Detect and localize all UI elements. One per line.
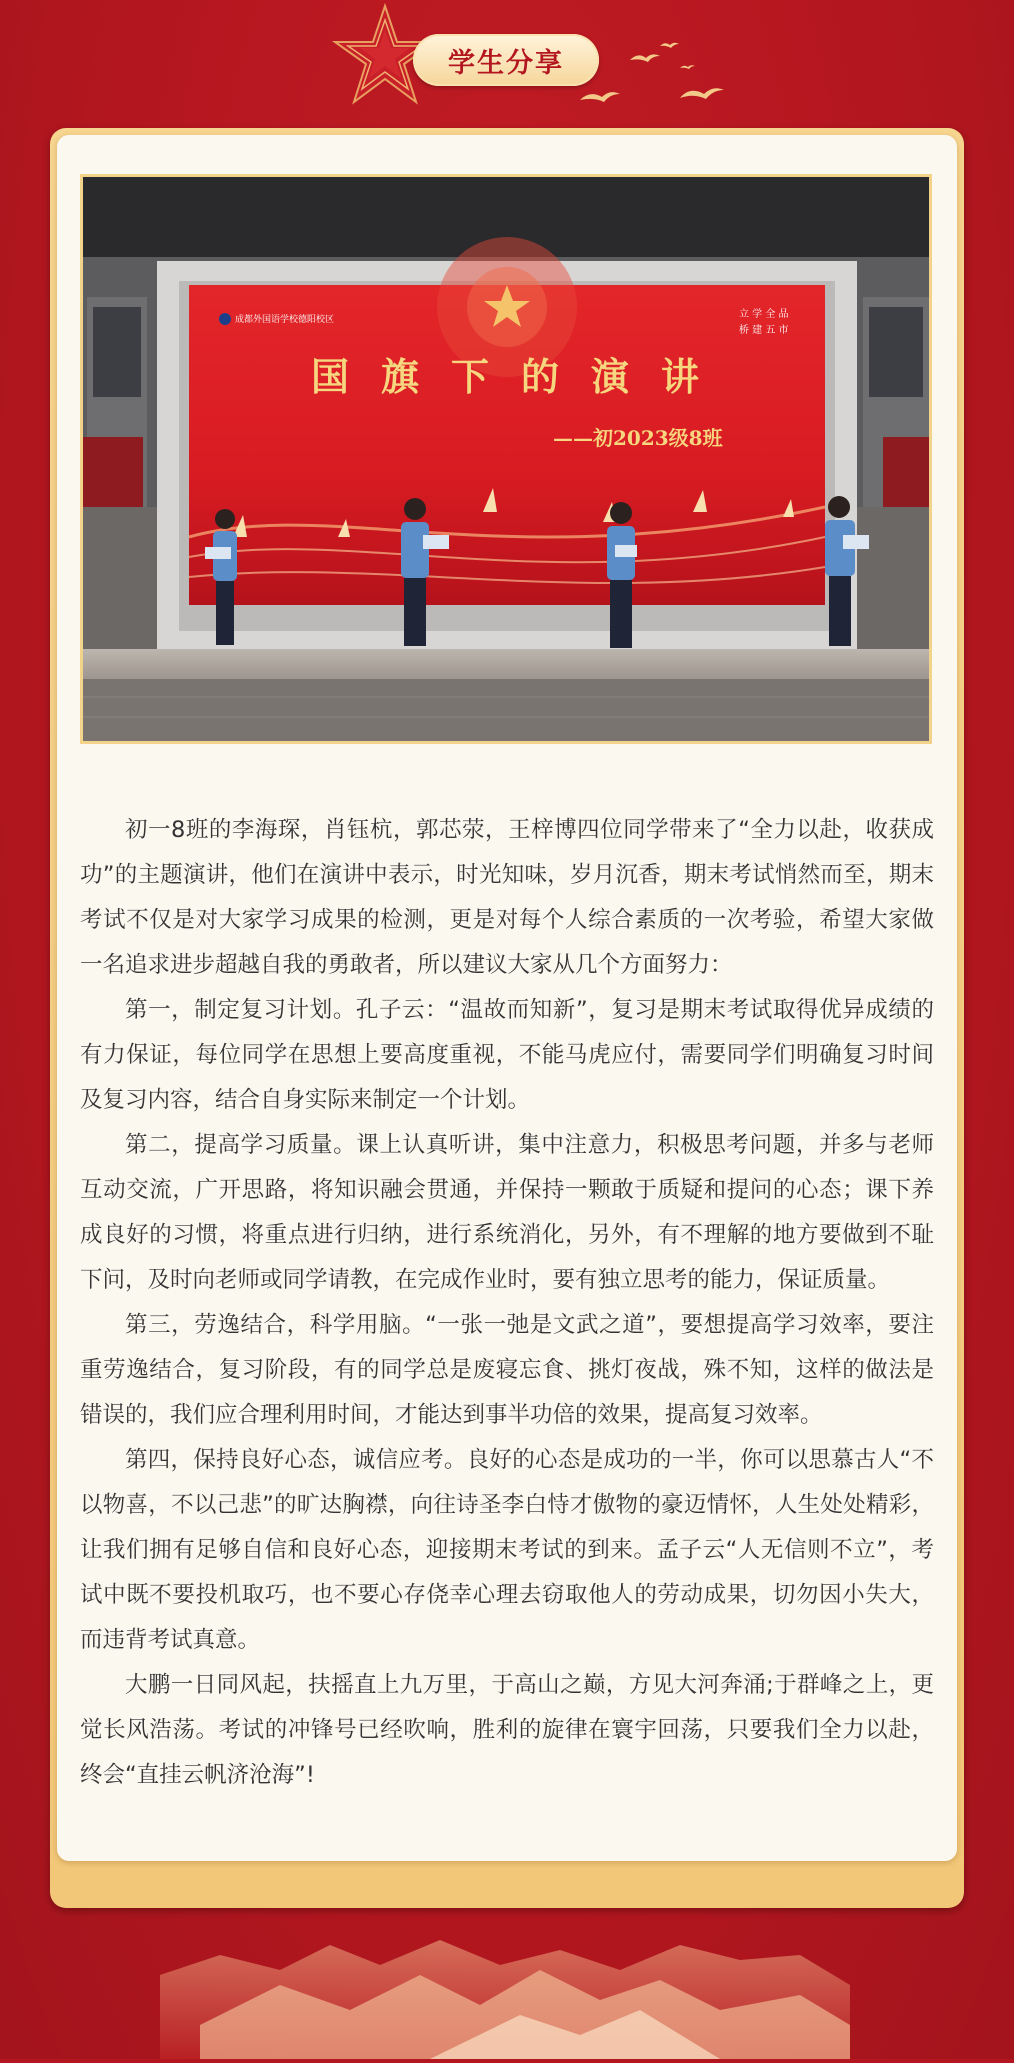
article-paragraph: 第三，劳逸结合，科学用脑。“一张一弛是文武之道”，要想提高学习效率，要注重劳逸结合，复习阶段，有的同学总是废寝忘食、挑灯夜战，殊不知，这样的做法是错误的，我们应合理利用时间，才能达到事半功倍的效果，提高复习效率。 (80, 1312, 934, 1428)
mountains-icon (0, 1915, 1014, 2059)
birds-icon (570, 40, 740, 120)
article-paragraph: 大鹏一日同风起，扶摇直上九万里，于高山之巅，方见大河奔涌;于群峰之上，更觉长风浩荡。考试的冲锋号已经吹响，胜利的旋律在寰宇回荡，只要我们全力以赴，终会“直挂云帆济沧海”! (80, 1672, 934, 1788)
screen-corner-text-2: 桥 建 五 市 (739, 325, 789, 336)
section-title: 学生分享 (448, 47, 564, 79)
screen-subtitle: ——初2023级8班 (553, 426, 723, 450)
screen-logo-text: 成都外国语学校德阳校区 (235, 315, 335, 325)
article-paragraph: 初一8班的李海琛，肖钰杭，郭芯荥，王梓博四位同学带来了“全力以赴，收获成功”的主题演讲，他们在演讲中表示，时光知味，岁月沉香，期末考试悄然而至，期末考试不仅是对大家学习成果的检测，更是对每个人综合素质的一次考验，希望大家做一名追求进步超越自我的勇敢者，所以建议大家从几个方面努力： (80, 817, 934, 978)
article-paragraph: 第二，提高学习质量。课上认真听讲，集中注意力，积极思考问题，并多与老师互动交流，广开思路，将知识融会贯通，并保持一颗敢于质疑和提问的心态；课下养成良好的习惯，将重点进行归纳，进行系统消化，另外，有不理解的地方要做到不耻下问，及时向老师或同学请教，在完成作业时，要有独立思考的能力，保证质量。 (80, 1132, 934, 1293)
screen-title: 国旗下的演讲 (311, 354, 732, 399)
article-paragraph: 第一，制定复习计划。孔子云：“温故而知新”，复习是期末考试取得优异成绩的有力保证，每位同学在思想上要高度重视，不能马虎应付，需要同学们明确复习时间及复习内容，结合自身实际来制定一个计划。 (80, 997, 934, 1113)
event-photo (83, 177, 929, 741)
photo-frame (80, 174, 932, 744)
article-paragraph: 第四，保持良好心态，诚信应考。良好的心态是成功的一半，你可以思慕古人“不以物喜，不以己悲”的旷达胸襟，向往诗圣李白恃才傲物的豪迈情怀，人生处处精彩，让我们拥有足够自信和良好心态，迎接期末考试的到来。孟子云“人无信则不立”，考试中既不要投机取巧，也不要心存侥幸心理去窃取他人的劳动成果，切勿因小失大，而违背考试真意。 (80, 1447, 934, 1653)
screen-corner-text-1: 立 学 全 品 (739, 309, 789, 320)
article-body (80, 808, 934, 1798)
